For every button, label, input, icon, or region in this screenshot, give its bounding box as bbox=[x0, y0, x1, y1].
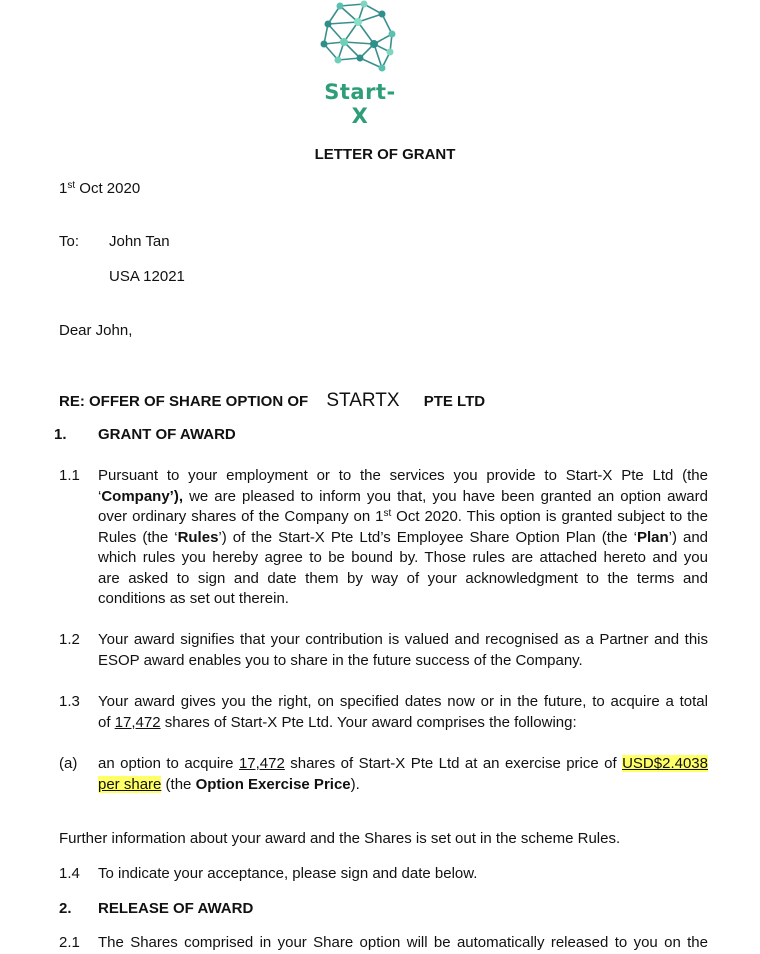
further-information: Further information about your award and the Shares is set out in the scheme Rules. bbox=[59, 830, 621, 847]
section-2-heading: RELEASE OF AWARD bbox=[98, 900, 254, 917]
section-2-number: 2. bbox=[59, 900, 72, 917]
salutation: Dear John, bbox=[59, 322, 133, 339]
re-line: RE: OFFER OF SHARE OPTION OF STARTX PTE LTD bbox=[59, 390, 486, 411]
clause-a-number: (a) bbox=[59, 755, 78, 772]
clause-1-1-text: Pursuant to your employment or to the services you provide to Start-X Pte Ltd (the ‘Company’), we are pleased to inform you that, you have been granted an option award over ordinary shares of the Company on 1st Oct 2020. This option is granted subject to the Rules (the ‘Rules’) of the Start-X Pte Ltd’s Employee Share Option Plan (the ‘Plan’) and which rules you hereby agree to be bound by. Those rules are attached hereto and you are asked to sign and date them by way of your acknowledgment to the terms and conditions as set out therein. bbox=[98, 467, 709, 607]
recipient-name: John Tan bbox=[109, 233, 170, 250]
clause-1-2-number: 1.2 bbox=[59, 631, 80, 648]
clause-2-1-text: The Shares comprised in your Share option will be automatically released to you on the bbox=[98, 934, 708, 951]
clause-1-3-number: 1.3 bbox=[59, 693, 80, 710]
section-1-heading: GRANT OF AWARD bbox=[98, 426, 236, 443]
clause-a-text: an option to acquire 17,472 shares of Start-X Pte Ltd at an exercise price of USD$2.4038 per share (the Option Exercise Price). bbox=[98, 755, 708, 793]
clause-1-4-text: To indicate your acceptance, please sign and date below. bbox=[98, 865, 478, 882]
letter-date: 1st Oct 2020 bbox=[59, 180, 141, 197]
clause-1-2-text: Your award signifies that your contribution is valued and recognised as a Partner and this ESOP award enables you to share in the future success of the Company. bbox=[98, 631, 708, 669]
logo-wordmark: Start-X bbox=[324, 80, 396, 128]
network-brain-icon bbox=[318, 0, 402, 80]
to-label: To: bbox=[59, 233, 80, 250]
exercise-price-highlight: USD$2.4038 bbox=[622, 755, 708, 772]
recipient-address: USA 12021 bbox=[109, 268, 185, 285]
clause-1-3-text: Your award gives you the right, on specified dates now or in the future, to acquire a total of 17,472 shares of Start-X Pte Ltd. Your award comprises the following: bbox=[98, 693, 708, 731]
clause-1-4-number: 1.4 bbox=[59, 865, 80, 882]
company-logo bbox=[318, 0, 402, 128]
clause-1-1-number: 1.1 bbox=[59, 467, 80, 484]
section-1-number: 1. bbox=[54, 426, 67, 443]
document-title: LETTER OF GRANT bbox=[314, 146, 456, 163]
clause-2-1-number: 2.1 bbox=[59, 934, 80, 951]
